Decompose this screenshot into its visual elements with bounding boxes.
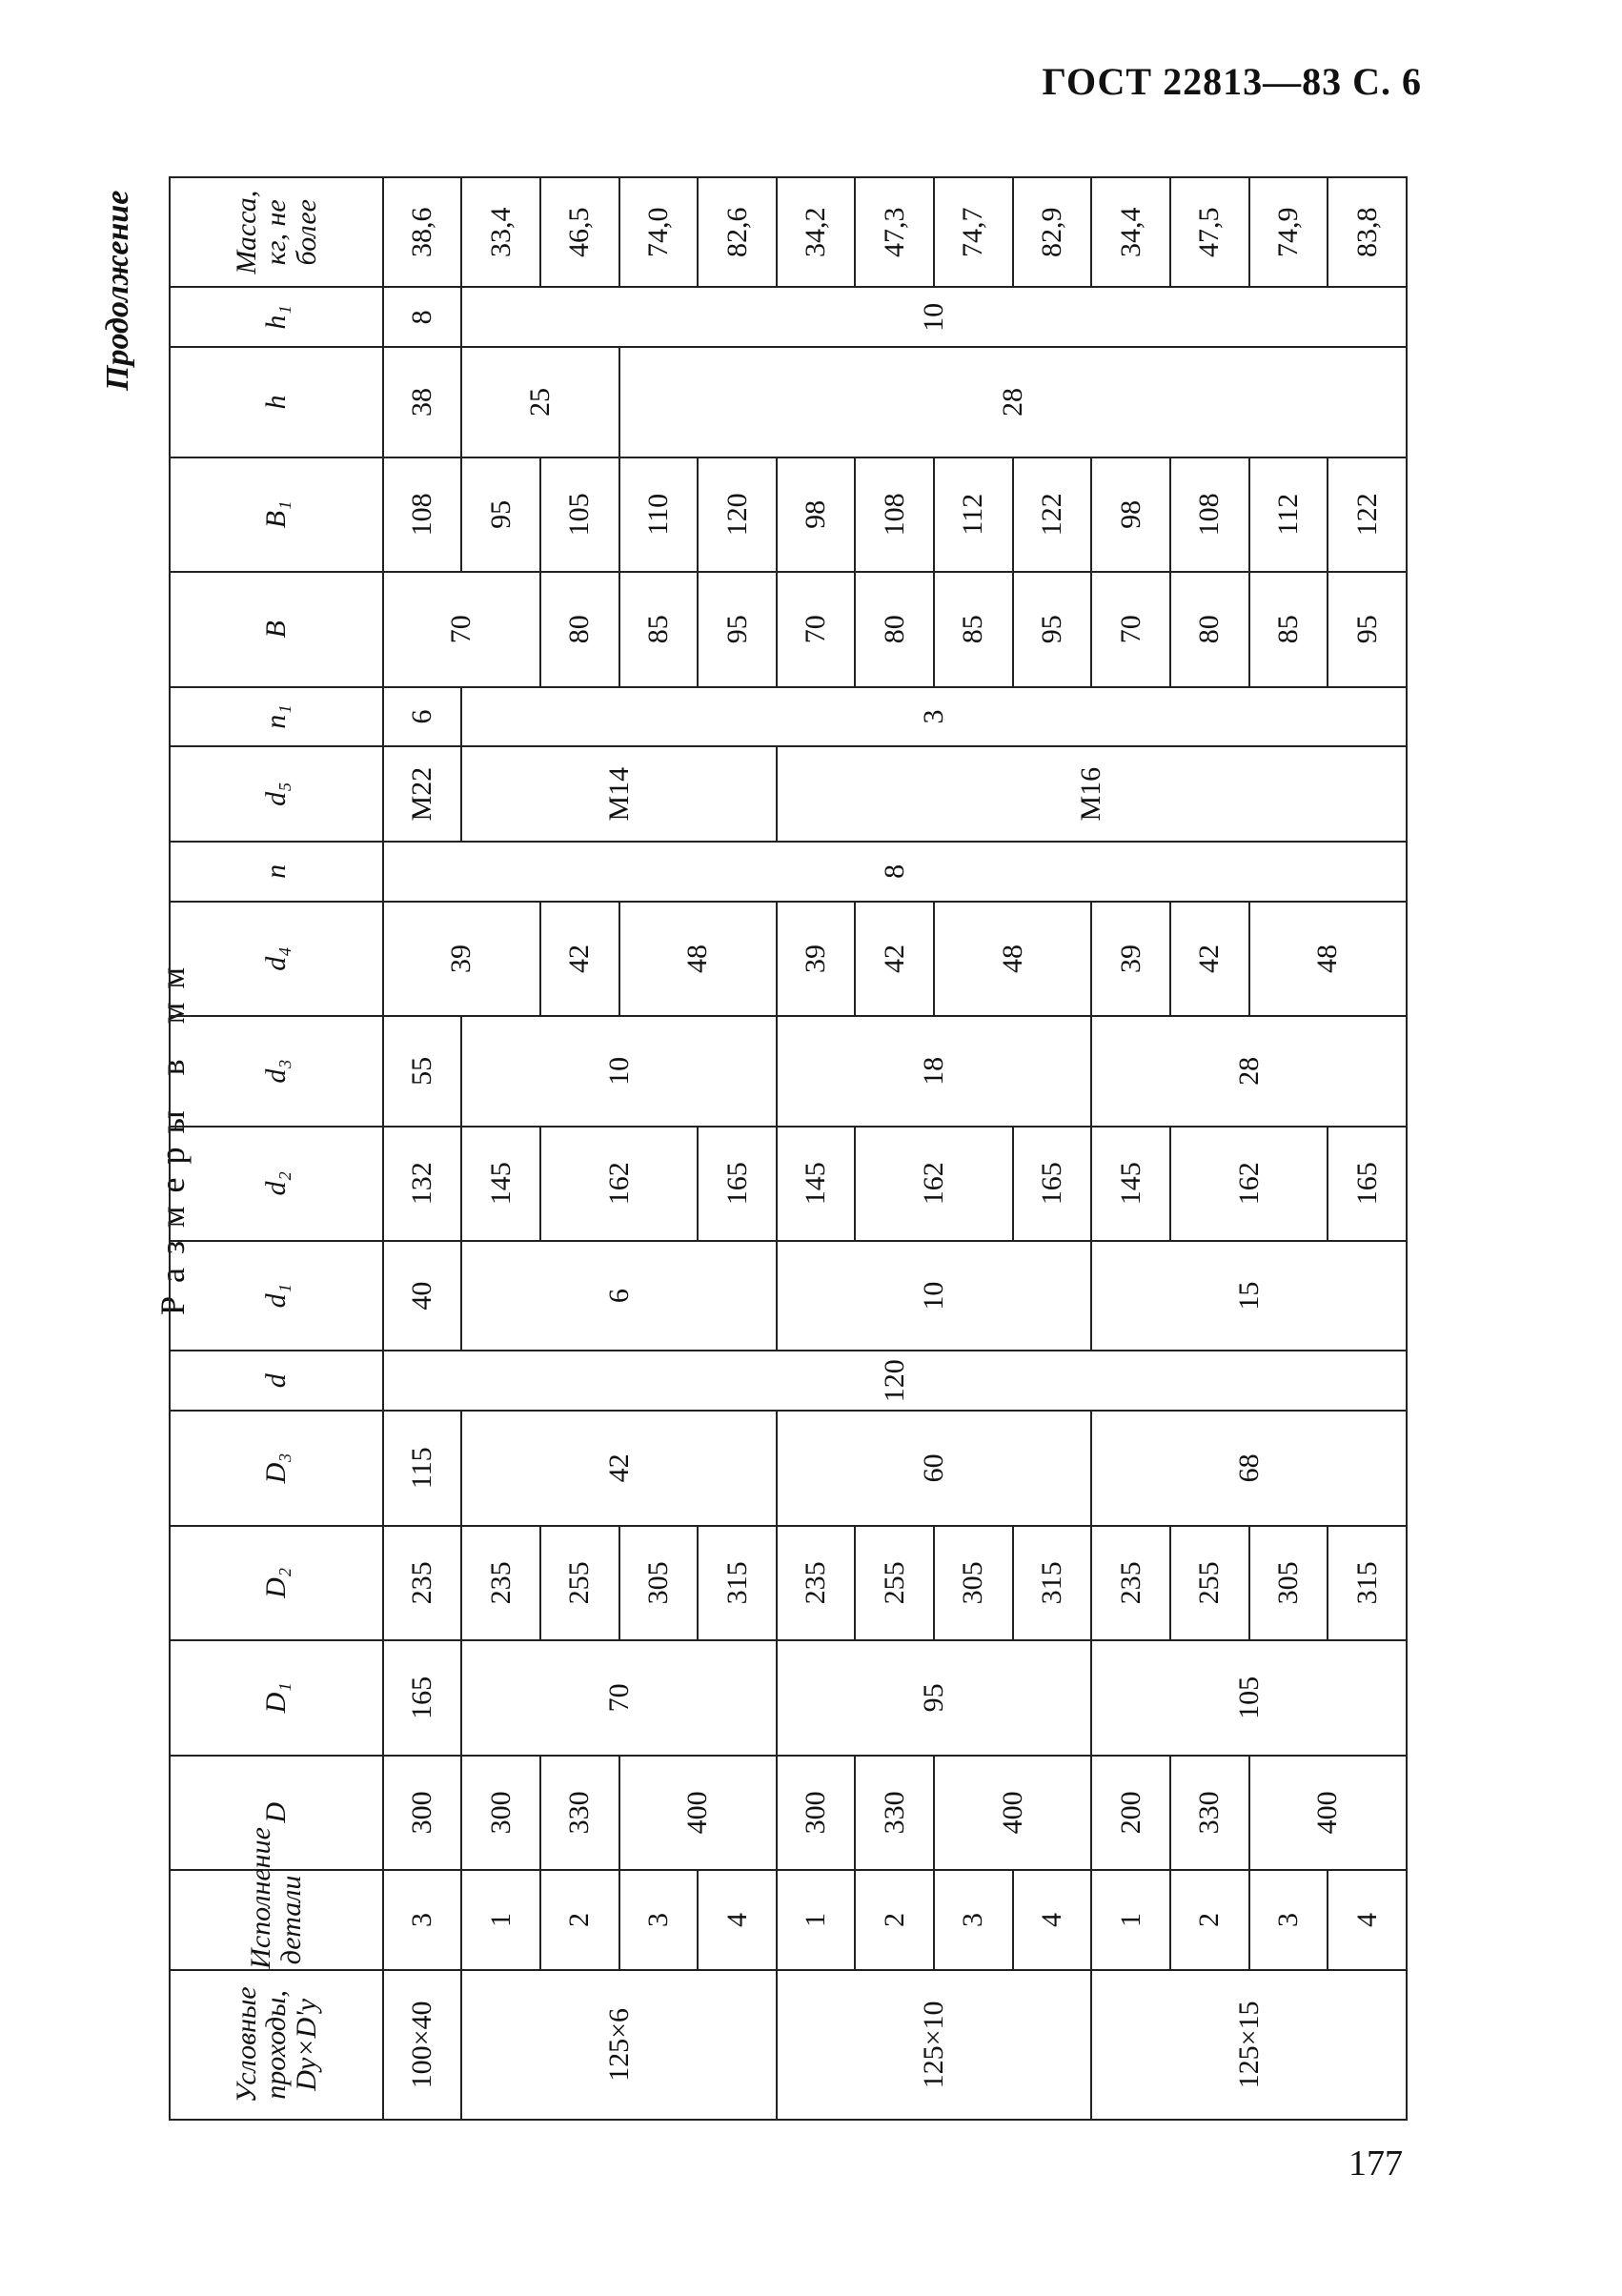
- passage-cell: 100×40: [383, 1970, 462, 2120]
- cell: 38: [383, 347, 462, 457]
- cell: 15: [1091, 1241, 1407, 1351]
- cell: 95: [461, 457, 540, 572]
- cell: 4: [1013, 1870, 1092, 1970]
- cell: 82,9: [1013, 177, 1092, 287]
- cell: 132: [383, 1127, 462, 1241]
- cell: 85: [619, 572, 699, 686]
- cell: 80: [540, 572, 619, 686]
- dimensions-table: [169, 176, 1408, 2121]
- cell: 42: [461, 1411, 777, 1525]
- cell: 80: [855, 572, 934, 686]
- continuation-caption: Продолжение: [100, 190, 135, 391]
- col-mass: Масса, кг, не более: [170, 177, 383, 287]
- cell: 28: [1091, 1016, 1407, 1126]
- cell: 305: [619, 1526, 699, 1640]
- cell: 330: [540, 1756, 619, 1870]
- table-row: [855, 177, 934, 2120]
- document-header: ГОСТ 22813—83 С. 6: [1042, 60, 1422, 103]
- cell: 8: [383, 842, 1407, 902]
- cell: 112: [934, 457, 1013, 572]
- passage-cell: 125×10: [777, 1970, 1092, 2120]
- cell: 108: [1170, 457, 1249, 572]
- cell: 2: [855, 1870, 934, 1970]
- cell: 235: [777, 1526, 856, 1640]
- cell: 2: [1170, 1870, 1249, 1970]
- cell: 300: [461, 1756, 540, 1870]
- cell: 315: [1013, 1526, 1092, 1640]
- cell: 1: [461, 1870, 540, 1970]
- cell: 400: [1249, 1756, 1407, 1870]
- cell: 200: [1091, 1756, 1170, 1870]
- cell: 33,4: [461, 177, 540, 287]
- col-h: h: [170, 347, 383, 457]
- cell: 400: [934, 1756, 1091, 1870]
- col-d1: d₁: [170, 1241, 383, 1351]
- cell: 74,9: [1249, 177, 1328, 287]
- cell: 6: [461, 1241, 777, 1351]
- cell: 108: [855, 457, 934, 572]
- cell: 165: [1328, 1127, 1407, 1241]
- cell: 83,8: [1328, 177, 1407, 287]
- table-row: [1091, 177, 1170, 2120]
- col-d2: d₂: [170, 1127, 383, 1241]
- cell: 6: [383, 687, 462, 747]
- cell: 255: [540, 1526, 619, 1640]
- cell: 47,5: [1170, 177, 1249, 287]
- cell: 145: [461, 1127, 540, 1241]
- cell: 1: [777, 1870, 856, 1970]
- table-row: [777, 177, 856, 2120]
- cell: 95: [698, 572, 777, 686]
- col-h1: h₁: [170, 287, 383, 347]
- cell: 330: [855, 1756, 934, 1870]
- cell: 120: [383, 1351, 1407, 1411]
- cell: 3: [619, 1870, 699, 1970]
- col-D: D: [170, 1756, 383, 1870]
- cell: 1: [1091, 1870, 1170, 1970]
- cell: 112: [1249, 457, 1328, 572]
- col-D2: D₂: [170, 1526, 383, 1640]
- cell: 80: [1170, 572, 1249, 686]
- cell: 162: [855, 1127, 1012, 1241]
- cell: 165: [383, 1640, 462, 1755]
- cell: 46,5: [540, 177, 619, 287]
- header-row: [170, 177, 383, 2120]
- cell: 70: [1091, 572, 1170, 686]
- cell: 34,2: [777, 177, 856, 287]
- cell: 39: [383, 902, 540, 1016]
- col-D3: D₃: [170, 1411, 383, 1525]
- cell: 235: [1091, 1526, 1170, 1640]
- cell: 38,6: [383, 177, 462, 287]
- cell: 4: [1328, 1870, 1407, 1970]
- cell: 300: [383, 1756, 462, 1870]
- table-row: [461, 177, 540, 2120]
- cell: 42: [1170, 902, 1249, 1016]
- cell: M14: [461, 746, 777, 842]
- cell: 235: [383, 1526, 462, 1640]
- col-passage: Условные проходы, Dу×D'у: [170, 1970, 383, 2120]
- cell: 3: [461, 687, 1407, 747]
- cell: 95: [1013, 572, 1092, 686]
- cell: 10: [777, 1241, 1092, 1351]
- cell: 74,0: [619, 177, 699, 287]
- cell: 255: [855, 1526, 934, 1640]
- cell: 122: [1328, 457, 1407, 572]
- cell: 162: [1170, 1127, 1328, 1241]
- col-d5: d₅: [170, 746, 383, 842]
- cell: 34,4: [1091, 177, 1170, 287]
- cell: 162: [540, 1127, 698, 1241]
- dimensions-table-wrapper: [169, 176, 1408, 2121]
- cell: 10: [461, 287, 1407, 347]
- cell: 165: [698, 1127, 777, 1241]
- cell: 39: [777, 902, 856, 1016]
- cell: 68: [1091, 1411, 1407, 1525]
- cell: 4: [698, 1870, 777, 1970]
- col-B1: B₁: [170, 457, 383, 572]
- col-d4: d₄: [170, 902, 383, 1016]
- cell: 330: [1170, 1756, 1249, 1870]
- cell: 145: [777, 1127, 856, 1241]
- cell: 70: [383, 572, 540, 686]
- cell: 105: [540, 457, 619, 572]
- cell: M22: [383, 746, 462, 842]
- cell: 74,7: [934, 177, 1013, 287]
- cell: 60: [777, 1411, 1092, 1525]
- cell: 70: [461, 1640, 777, 1755]
- cell: 122: [1013, 457, 1092, 572]
- cell: 47,3: [855, 177, 934, 287]
- col-d: d: [170, 1351, 383, 1411]
- cell: 48: [934, 902, 1091, 1016]
- cell: M16: [777, 746, 1407, 842]
- cell: 165: [1013, 1127, 1092, 1241]
- table-row: [1170, 177, 1249, 2120]
- col-B: B: [170, 572, 383, 686]
- cell: 3: [934, 1870, 1013, 1970]
- cell: 85: [1249, 572, 1328, 686]
- page-number: 177: [1348, 2144, 1403, 2184]
- cell: 70: [777, 572, 856, 686]
- passage-cell: 125×6: [461, 1970, 777, 2120]
- cell: 115: [383, 1411, 462, 1525]
- cell: 400: [619, 1756, 777, 1870]
- col-n1: n₁: [170, 687, 383, 747]
- cell: 85: [934, 572, 1013, 686]
- cell: 120: [698, 457, 777, 572]
- col-n: n: [170, 842, 383, 902]
- cell: 105: [1091, 1640, 1407, 1755]
- col-D1: D₁: [170, 1640, 383, 1755]
- cell: 235: [461, 1526, 540, 1640]
- cell: 305: [1249, 1526, 1328, 1640]
- cell: 25: [461, 347, 618, 457]
- cell: 2: [540, 1870, 619, 1970]
- cell: 3: [1249, 1870, 1328, 1970]
- cell: 10: [461, 1016, 777, 1126]
- table-caption: Размеры в мм: [153, 953, 192, 1315]
- cell: 42: [855, 902, 934, 1016]
- cell: 98: [1091, 457, 1170, 572]
- cell: 95: [777, 1640, 1092, 1755]
- cell: 40: [383, 1241, 462, 1351]
- cell: 98: [777, 457, 856, 572]
- cell: 108: [383, 457, 462, 572]
- cell: 48: [619, 902, 777, 1016]
- cell: 145: [1091, 1127, 1170, 1241]
- cell: 95: [1328, 572, 1407, 686]
- cell: 39: [1091, 902, 1170, 1016]
- cell: 110: [619, 457, 699, 572]
- cell: 55: [383, 1016, 462, 1126]
- cell: 315: [698, 1526, 777, 1640]
- cell: 305: [934, 1526, 1013, 1640]
- cell: 48: [1249, 902, 1407, 1016]
- cell: 300: [777, 1756, 856, 1870]
- cell: 3: [383, 1870, 462, 1970]
- table-row: [540, 177, 619, 2120]
- cell: 18: [777, 1016, 1092, 1126]
- col-d3: d₃: [170, 1016, 383, 1126]
- cell: 315: [1328, 1526, 1407, 1640]
- table-row: [383, 177, 462, 2120]
- col-execution: Исполнение детали: [170, 1870, 383, 1970]
- passage-cell: 125×15: [1091, 1970, 1407, 2120]
- cell: 8: [383, 287, 462, 347]
- cell: 82,6: [698, 177, 777, 287]
- cell: 42: [540, 902, 619, 1016]
- cell: 255: [1170, 1526, 1249, 1640]
- cell: 28: [619, 347, 1407, 457]
